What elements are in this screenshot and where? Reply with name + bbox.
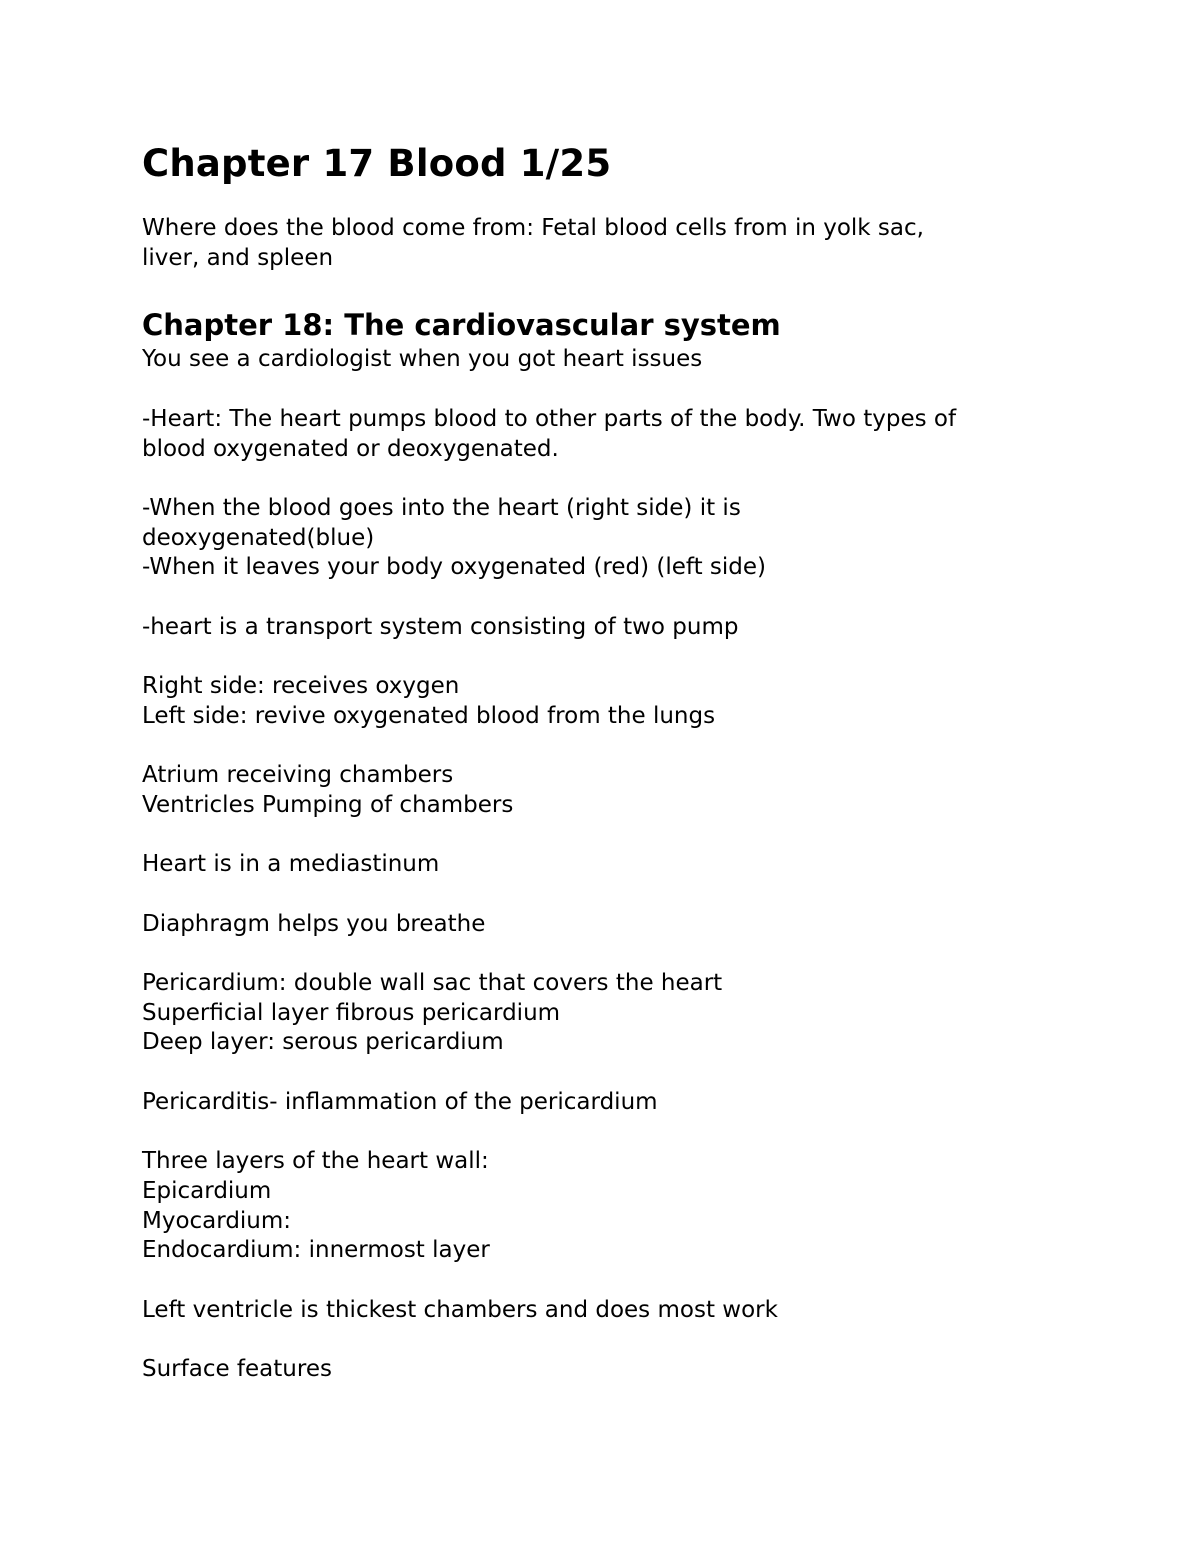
left-ventricle-line: Left ventricle is thickest chambers and does most work [142, 1296, 778, 1323]
blood-out-line: -When it leaves your body oxygenated (red) (left side) [142, 554, 767, 581]
diaphragm-line: Diaphragm helps you breathe [142, 910, 486, 937]
blood-in-line-1: -When the blood goes into the heart (right side) it is [142, 494, 741, 521]
superficial-layer-line: Superficial layer fibrous pericardium [142, 999, 561, 1026]
cardiologist-line: You see a cardiologist when you got heart issues [142, 346, 703, 373]
chapter-17-heading: Chapter 17 Blood 1/25 [142, 142, 612, 185]
layers-title-line: Three layers of the heart wall: [142, 1148, 489, 1175]
pericardium-line: Pericardium: double wall sac that covers the heart [142, 970, 723, 997]
left-side-line: Left side: revive oxygenated blood from the lungs [142, 702, 716, 729]
ventricles-line: Ventricles Pumping of chambers [142, 791, 514, 818]
right-side-line: Right side: receives oxygen [142, 673, 460, 700]
transport-line: -heart is a transport system consisting of two pump [142, 613, 739, 640]
surface-features-line: Surface features [142, 1356, 332, 1383]
mediastinum-line: Heart is in a mediastinum [142, 851, 440, 878]
blood-origin-line-1: Where does the blood come from: Fetal blood cells from in yolk sac, [142, 215, 924, 241]
chapter-18-heading: Chapter 18: The cardiovascular system [142, 308, 781, 343]
endocardium-line: Endocardium: innermost layer [142, 1237, 490, 1264]
blood-origin-line-2: liver, and spleen [142, 244, 334, 271]
heart-line-1: -Heart: The heart pumps blood to other parts of the body. Two types of [142, 405, 957, 432]
atrium-line: Atrium receiving chambers [142, 762, 454, 789]
deep-layer-line: Deep layer: serous pericardium [142, 1029, 504, 1056]
blood-in-line-2: deoxygenated(blue) [142, 524, 375, 551]
document-page [142, 138, 1062, 1385]
epicardium-line: Epicardium [142, 1177, 272, 1204]
heart-line-2: blood oxygenated or deoxygenated. [142, 435, 559, 462]
pericarditis-line: Pericarditis- inflammation of the pericardium [142, 1088, 658, 1115]
myocardium-line: Myocardium: [142, 1207, 292, 1234]
